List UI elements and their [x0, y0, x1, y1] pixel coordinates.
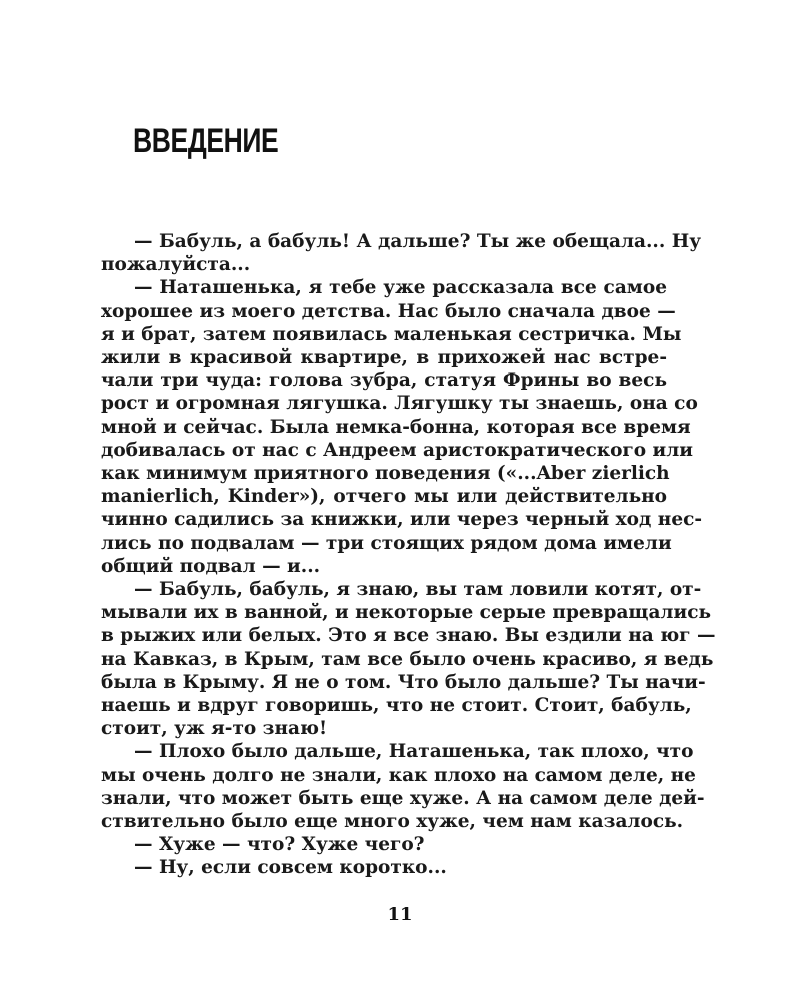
text-line: хорошее из моего детства. Нас было сначала двое — [101, 300, 676, 322]
text-line: мной и сейчас. Была немка-бонна, которая все время [101, 416, 691, 438]
text-line: — Бабуль, а бабуль! А дальше? Ты же обещала... Ну [134, 231, 702, 252]
text-line: общий подвал — и... [101, 555, 321, 577]
text-line: manierlich, Kinder»), отчего мы или действительно [101, 486, 667, 508]
text-line: в рыжих или белых. Это я все знаю. Вы ездили на юг — [101, 625, 716, 647]
page-number: 11 [387, 904, 413, 925]
text-line: мывали их в ванной, и некоторые серые превращались [101, 602, 712, 624]
text-line: наешь и вдруг говоришь, что не стоит. Стоит, бабуль, [101, 695, 692, 717]
text-line: мы очень долго не знали, как плохо на самом деле, не [101, 764, 696, 786]
text-line: лись по подвалам — три стоящих рядом дома имели [101, 532, 672, 554]
text-line: стоит, уж я-то знаю! [101, 718, 328, 740]
text-line: чали три чуда: голова зубра, статуя Фрины во весь [101, 370, 667, 392]
text-line: — Плохо было дальше, Наташенька, так плохо, что [134, 741, 694, 763]
text-line: ствительно было еще много хуже, чем нам казалось. [101, 811, 684, 833]
text-line: я и брат, затем появилась маленькая сестричка. Мы [101, 323, 682, 345]
chapter-title: ВВЕДЕНИЕ [133, 122, 279, 160]
text-line: пожалуйста... [101, 254, 251, 276]
text-line: — Наташенька, я тебе уже рассказала все самое [134, 277, 667, 299]
text-line: знали, что может быть еще хуже. А на самом деле дей- [101, 787, 705, 809]
text-line: чинно садились за книжки, или через черный ход нес- [101, 509, 703, 531]
body-text [101, 230, 716, 880]
text-line: добивалась от нас с Андреем аристократического или [101, 439, 694, 461]
text-line: — Хуже — что? Хуже чего? [134, 834, 425, 856]
text-line: — Ну, если совсем коротко... [134, 857, 447, 879]
text-line: как минимум приятного поведения («...Aber zierlich [101, 463, 670, 485]
text-line: была в Крыму. Я не о том. Что было дальше? Ты начи- [101, 671, 706, 693]
text-line: жили в красивой квартире, в прихожей нас встре- [101, 347, 667, 369]
text-line: на Кавказ, в Крым, там все было очень красиво, я ведь [101, 648, 714, 670]
text-line: рост и огромная лягушка. Лягушку ты знаешь, она со [101, 393, 698, 415]
text-line: — Бабуль, бабуль, я знаю, вы там ловили котят, от- [134, 579, 702, 601]
